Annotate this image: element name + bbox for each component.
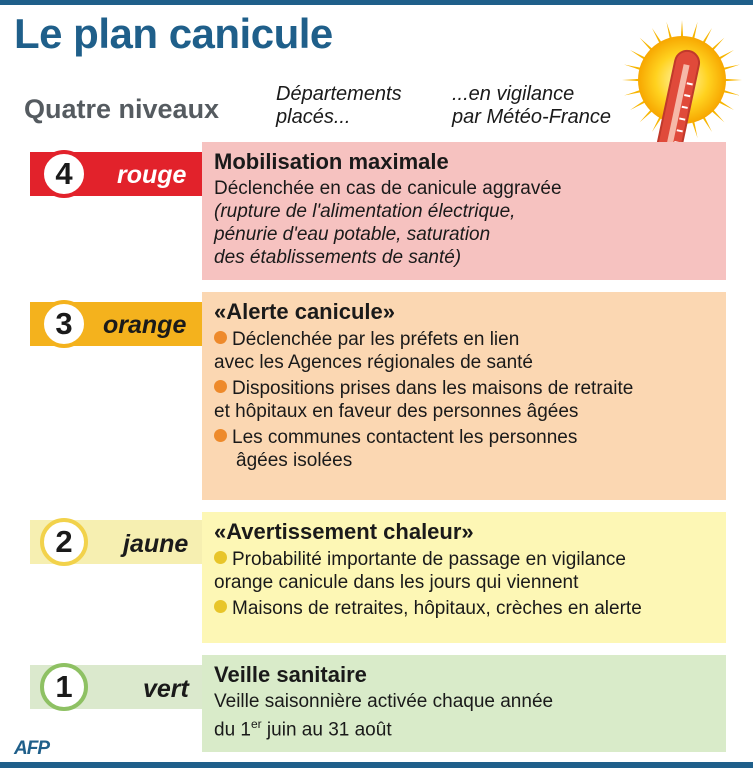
- level-2-panel: [202, 512, 726, 643]
- level-4-panel: [202, 142, 726, 280]
- list-item: [214, 597, 716, 620]
- column-header-line: Départements: [276, 83, 402, 105]
- afp-logo: AFP: [14, 738, 49, 759]
- bullet-text: Probabilité importante de passage en vigilance: [232, 549, 626, 570]
- bullet-dot: [214, 331, 227, 344]
- bullet-text: orange canicule dans les jours qui viennent: [214, 572, 579, 593]
- level-1-panel: [202, 655, 726, 752]
- dates-text: du 1: [214, 719, 251, 741]
- column-header-line: ...en vigilance: [452, 83, 575, 105]
- level-4-detail: des établissements de santé): [214, 247, 462, 268]
- level-1-dates: [214, 713, 716, 741]
- level-4-name: rouge: [117, 161, 187, 189]
- level-2-number: 2: [40, 518, 88, 566]
- bullet-text: âgées isolées: [236, 450, 353, 471]
- bullet-text: Dispositions prises dans les maisons de retraite: [232, 378, 634, 399]
- level-4-number: 4: [40, 150, 88, 198]
- bottom-border: [0, 762, 753, 768]
- column-header-line: par Météo-France: [452, 106, 611, 128]
- page-title: Le plan canicule: [14, 10, 333, 57]
- level-1-text: Veille saisonnière activée chaque année: [214, 691, 554, 712]
- level-3-name: orange: [103, 311, 187, 339]
- bullet-dot: [214, 380, 227, 393]
- bullet-text: Maisons de retraites, hôpitaux, crèches en alerte: [232, 598, 642, 619]
- dates-superscript: er: [250, 717, 262, 731]
- column-header-departements: [276, 83, 402, 129]
- level-1-heading: Veille sanitaire: [214, 662, 367, 687]
- level-4-heading: Mobilisation maximale: [214, 149, 449, 174]
- column-header-line: placés...: [276, 106, 351, 128]
- bullet-text: et hôpitaux en faveur des personnes âgées: [214, 401, 579, 422]
- level-3-panel: [202, 292, 726, 500]
- level-2-name: jaune: [123, 530, 189, 558]
- list-item: [214, 328, 716, 374]
- list-item: [214, 377, 716, 423]
- bullet-text: avec les Agences régionales de santé: [214, 352, 533, 373]
- dates-text: juin au 31 août: [261, 719, 392, 741]
- bullet-dot: [214, 551, 227, 564]
- level-1-number: 1: [40, 663, 88, 711]
- level-1-name: vert: [143, 675, 189, 703]
- bullet-dot: [214, 429, 227, 442]
- bullet-text: Déclenchée par les préfets en lien: [232, 329, 520, 350]
- level-3-number: 3: [40, 300, 88, 348]
- list-item: [214, 548, 716, 594]
- level-4-detail: pénurie d'eau potable, saturation: [214, 224, 491, 245]
- column-header-vigilance: [452, 83, 611, 129]
- level-4-detail: (rupture de l'alimentation électrique,: [214, 201, 516, 222]
- bullet-text: Les communes contactent les personnes: [232, 427, 578, 448]
- level-4-text: Déclenchée en cas de canicule aggravée: [214, 178, 562, 199]
- list-item: [214, 426, 716, 472]
- subtitle: Quatre niveaux: [24, 94, 220, 124]
- bullet-dot: [214, 600, 227, 613]
- level-3-heading: «Alerte canicule»: [214, 299, 395, 324]
- level-2-heading: «Avertissement chaleur»: [214, 519, 474, 544]
